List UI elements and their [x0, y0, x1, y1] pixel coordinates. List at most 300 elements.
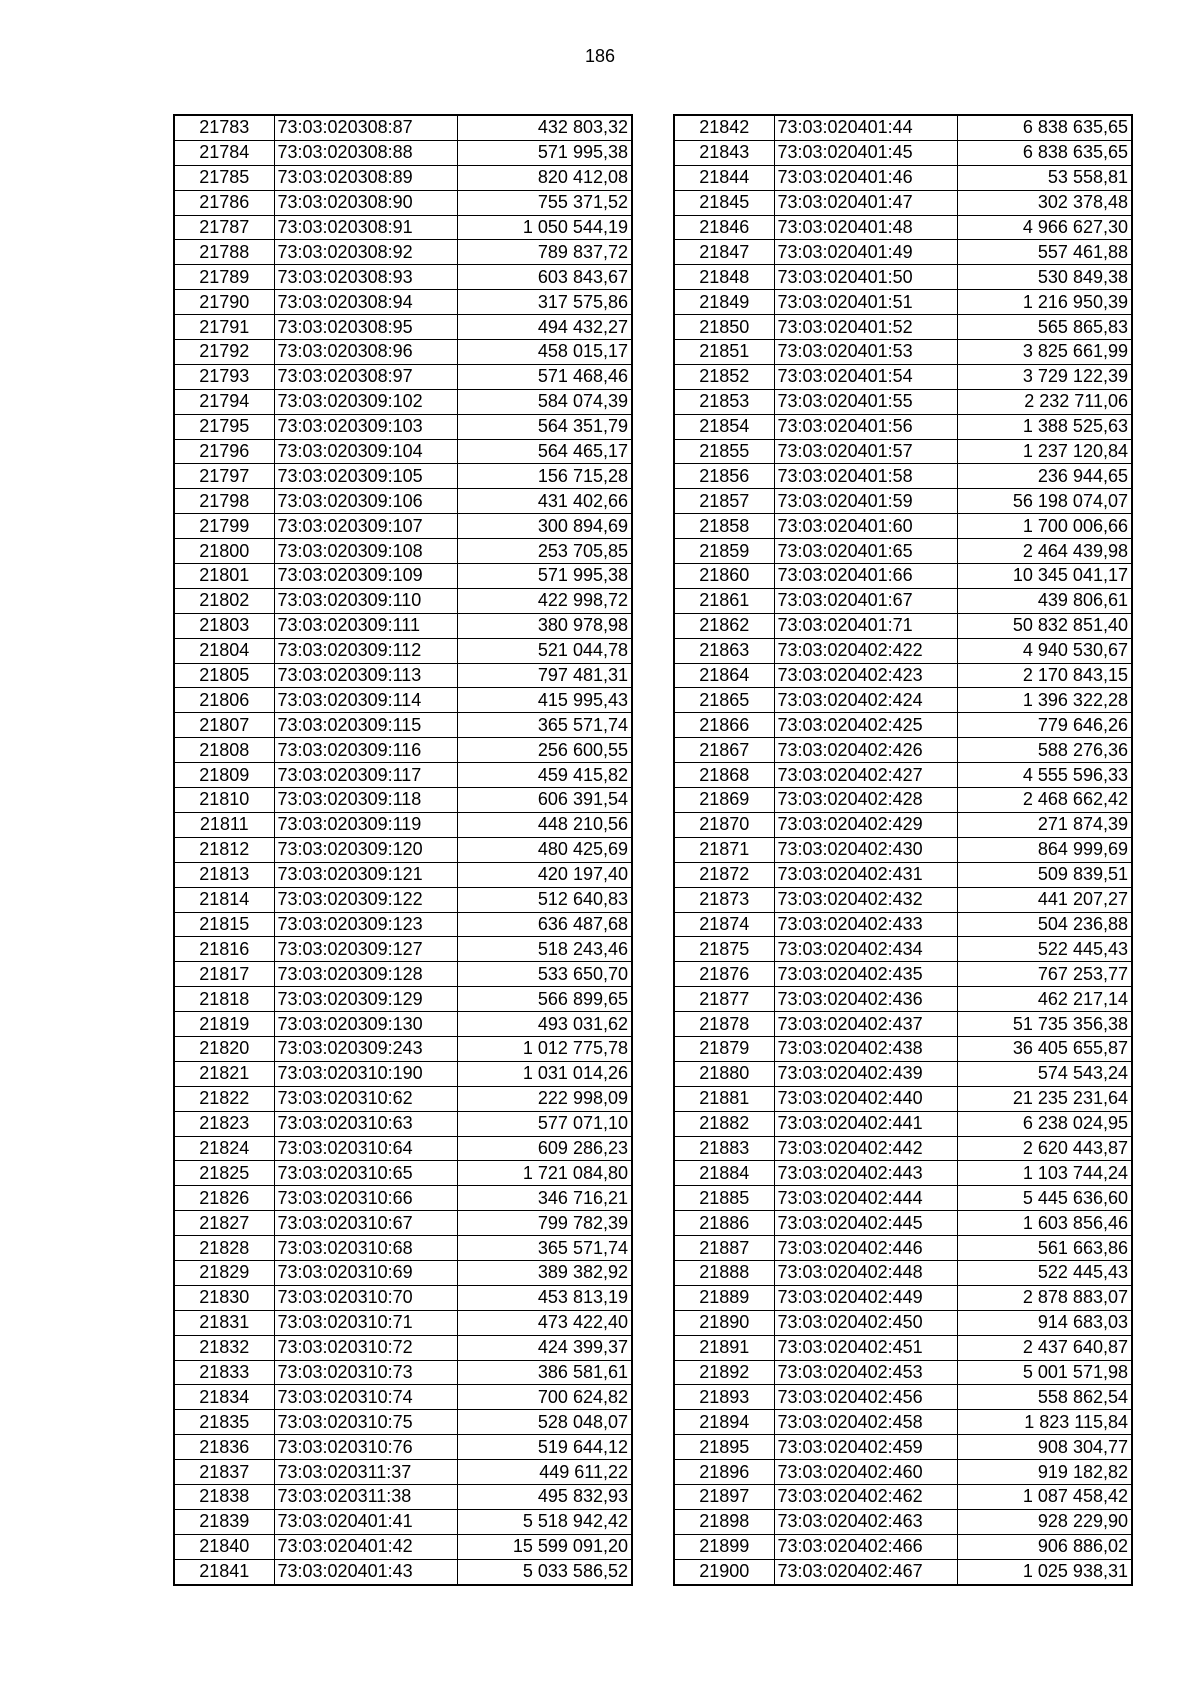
- row-number: 21870: [674, 812, 774, 837]
- row-number: 21813: [174, 862, 274, 887]
- row-number: 21787: [174, 215, 274, 240]
- table-row: [674, 190, 1132, 215]
- table-row: [674, 1285, 1132, 1310]
- cadastral-value: 522 445,43: [957, 1260, 1132, 1285]
- row-number: 21860: [674, 564, 774, 589]
- row-number: 21811: [174, 812, 274, 837]
- row-number: 21792: [174, 340, 274, 365]
- table-row: [174, 937, 632, 962]
- row-number: 21844: [674, 165, 774, 190]
- right-table: [673, 114, 1133, 1586]
- table-row: [174, 1435, 632, 1460]
- cadastral-number: 73:03:020308:91: [274, 215, 457, 240]
- table-row: [174, 439, 632, 464]
- table-row: [174, 1385, 632, 1410]
- cadastral-value: 36 405 655,87: [957, 1036, 1132, 1061]
- cadastral-value: 386 581,61: [457, 1360, 632, 1385]
- cadastral-value: 365 571,74: [457, 713, 632, 738]
- table-row: [674, 713, 1132, 738]
- cadastral-value: 50 832 851,40: [957, 613, 1132, 638]
- row-number: 21825: [174, 1161, 274, 1186]
- row-number: 21806: [174, 688, 274, 713]
- table-row: [174, 738, 632, 763]
- row-number: 21847: [674, 240, 774, 265]
- cadastral-number: 73:03:020309:102: [274, 389, 457, 414]
- cadastral-number: 73:03:020308:93: [274, 265, 457, 290]
- cadastral-value: 1 237 120,84: [957, 439, 1132, 464]
- cadastral-value: 906 886,02: [957, 1534, 1132, 1559]
- table-row: [674, 115, 1132, 140]
- table-row: [174, 1236, 632, 1261]
- cadastral-number: 73:03:020402:437: [774, 1012, 957, 1037]
- row-number: 21877: [674, 987, 774, 1012]
- row-number: 21895: [674, 1435, 774, 1460]
- cadastral-number: 73:03:020402:422: [774, 638, 957, 663]
- cadastral-value: 5 033 586,52: [457, 1559, 632, 1584]
- row-number: 21824: [174, 1136, 274, 1161]
- table-row: [674, 837, 1132, 862]
- table-row: [674, 1534, 1132, 1559]
- cadastral-value: 473 422,40: [457, 1310, 632, 1335]
- table-row: [674, 688, 1132, 713]
- cadastral-value: 256 600,55: [457, 738, 632, 763]
- row-number: 21803: [174, 613, 274, 638]
- table-row: [674, 265, 1132, 290]
- table-row: [674, 613, 1132, 638]
- table-row: [674, 240, 1132, 265]
- table-row: [674, 1335, 1132, 1360]
- table-row: [674, 165, 1132, 190]
- cadastral-value: 380 978,98: [457, 613, 632, 638]
- cadastral-value: 574 543,24: [957, 1061, 1132, 1086]
- cadastral-number: 73:03:020310:75: [274, 1410, 457, 1435]
- row-number: 21840: [174, 1534, 274, 1559]
- table-row: [174, 1285, 632, 1310]
- cadastral-number: 73:03:020401:58: [774, 464, 957, 489]
- cadastral-value: 509 839,51: [957, 862, 1132, 887]
- cadastral-number: 73:03:020309:123: [274, 912, 457, 937]
- page-number: 186: [584, 46, 616, 66]
- cadastral-value: 1 823 115,84: [957, 1410, 1132, 1435]
- cadastral-number: 73:03:020402:441: [774, 1111, 957, 1136]
- cadastral-number: 73:03:020310:69: [274, 1260, 457, 1285]
- table-row: [174, 1036, 632, 1061]
- table-row: [674, 1036, 1132, 1061]
- table-row: [174, 315, 632, 340]
- cadastral-value: 389 382,92: [457, 1260, 632, 1285]
- table-row: [674, 340, 1132, 365]
- row-number: 21801: [174, 564, 274, 589]
- cadastral-number: 73:03:020308:97: [274, 364, 457, 389]
- cadastral-number: 73:03:020309:127: [274, 937, 457, 962]
- table-row: [174, 290, 632, 315]
- cadastral-value: 56 198 074,07: [957, 489, 1132, 514]
- row-number: 21795: [174, 414, 274, 439]
- cadastral-value: 558 862,54: [957, 1385, 1132, 1410]
- cadastral-value: 422 998,72: [457, 588, 632, 613]
- cadastral-number: 73:03:020309:129: [274, 987, 457, 1012]
- table-row: [674, 514, 1132, 539]
- table-row: [674, 763, 1132, 788]
- cadastral-number: 73:03:020311:37: [274, 1460, 457, 1485]
- table-row: [674, 812, 1132, 837]
- row-number: 21896: [674, 1460, 774, 1485]
- cadastral-value: 480 425,69: [457, 837, 632, 862]
- cadastral-number: 73:03:020308:90: [274, 190, 457, 215]
- cadastral-value: 571 995,38: [457, 564, 632, 589]
- row-number: 21858: [674, 514, 774, 539]
- cadastral-number: 73:03:020401:47: [774, 190, 957, 215]
- row-number: 21851: [674, 340, 774, 365]
- cadastral-number: 73:03:020309:113: [274, 663, 457, 688]
- table-row: [674, 1460, 1132, 1485]
- cadastral-value: 300 894,69: [457, 514, 632, 539]
- table-row: [174, 1360, 632, 1385]
- cadastral-number: 73:03:020402:434: [774, 937, 957, 962]
- cadastral-number: 73:03:020402:445: [774, 1211, 957, 1236]
- table-row: [674, 1012, 1132, 1037]
- cadastral-value: 1 700 006,66: [957, 514, 1132, 539]
- row-number: 21899: [674, 1534, 774, 1559]
- cadastral-number: 73:03:020401:59: [774, 489, 957, 514]
- cadastral-value: 156 715,28: [457, 464, 632, 489]
- table-row: [674, 1260, 1132, 1285]
- table-row: [674, 1310, 1132, 1335]
- row-number: 21834: [174, 1385, 274, 1410]
- row-number: 21874: [674, 912, 774, 937]
- table-row: [174, 713, 632, 738]
- cadastral-number: 73:03:020308:89: [274, 165, 457, 190]
- table-row: [174, 1335, 632, 1360]
- row-number: 21900: [674, 1559, 774, 1584]
- cadastral-value: 606 391,54: [457, 788, 632, 813]
- cadastral-number: 73:03:020402:446: [774, 1236, 957, 1261]
- cadastral-value: 2 620 443,87: [957, 1136, 1132, 1161]
- row-number: 21828: [174, 1236, 274, 1261]
- cadastral-value: 495 832,93: [457, 1484, 632, 1509]
- cadastral-value: 6 838 635,65: [957, 140, 1132, 165]
- row-number: 21819: [174, 1012, 274, 1037]
- cadastral-value: 2 468 662,42: [957, 788, 1132, 813]
- cadastral-value: 1 216 950,39: [957, 290, 1132, 315]
- table-row: [174, 1484, 632, 1509]
- table-row: [174, 1534, 632, 1559]
- cadastral-number: 73:03:020402:425: [774, 713, 957, 738]
- row-number: 21802: [174, 588, 274, 613]
- table-row: [174, 340, 632, 365]
- cadastral-number: 73:03:020402:438: [774, 1036, 957, 1061]
- table-row: [674, 1484, 1132, 1509]
- cadastral-number: 73:03:020401:42: [274, 1534, 457, 1559]
- row-number: 21798: [174, 489, 274, 514]
- table-row: [174, 539, 632, 564]
- cadastral-number: 73:03:020401:57: [774, 439, 957, 464]
- table-row: [674, 215, 1132, 240]
- cadastral-number: 73:03:020401:66: [774, 564, 957, 589]
- cadastral-number: 73:03:020402:453: [774, 1360, 957, 1385]
- row-number: 21837: [174, 1460, 274, 1485]
- table-row: [674, 489, 1132, 514]
- cadastral-value: 564 351,79: [457, 414, 632, 439]
- cadastral-number: 73:03:020309:122: [274, 887, 457, 912]
- row-number: 21816: [174, 937, 274, 962]
- table-row: [174, 464, 632, 489]
- cadastral-number: 73:03:020401:45: [774, 140, 957, 165]
- table-row: [174, 613, 632, 638]
- cadastral-value: 1 025 938,31: [957, 1559, 1132, 1584]
- table-row: [674, 987, 1132, 1012]
- row-number: 21836: [174, 1435, 274, 1460]
- cadastral-number: 73:03:020401:49: [774, 240, 957, 265]
- table-row: [674, 862, 1132, 887]
- row-number: 21805: [174, 663, 274, 688]
- cadastral-value: 441 207,27: [957, 887, 1132, 912]
- cadastral-value: 5 001 571,98: [957, 1360, 1132, 1385]
- table-row: [174, 1111, 632, 1136]
- table-row: [674, 364, 1132, 389]
- cadastral-value: 908 304,77: [957, 1435, 1132, 1460]
- table-row: [174, 763, 632, 788]
- cadastral-value: 700 624,82: [457, 1385, 632, 1410]
- cadastral-number: 73:03:020401:43: [274, 1559, 457, 1584]
- cadastral-number: 73:03:020401:48: [774, 215, 957, 240]
- row-number: 21843: [674, 140, 774, 165]
- cadastral-value: 494 432,27: [457, 315, 632, 340]
- table-row: [674, 962, 1132, 987]
- cadastral-number: 73:03:020309:243: [274, 1036, 457, 1061]
- cadastral-number: 73:03:020310:76: [274, 1435, 457, 1460]
- table-row: [674, 439, 1132, 464]
- table-row: [174, 215, 632, 240]
- cadastral-value: 453 813,19: [457, 1285, 632, 1310]
- table-row: [174, 1509, 632, 1534]
- table-row: [674, 1136, 1132, 1161]
- cadastral-value: 459 415,82: [457, 763, 632, 788]
- cadastral-number: 73:03:020310:70: [274, 1285, 457, 1310]
- row-number: 21888: [674, 1260, 774, 1285]
- cadastral-value: 789 837,72: [457, 240, 632, 265]
- cadastral-number: 73:03:020401:51: [774, 290, 957, 315]
- row-number: 21845: [674, 190, 774, 215]
- cadastral-number: 73:03:020402:466: [774, 1534, 957, 1559]
- row-number: 21889: [674, 1285, 774, 1310]
- cadastral-number: 73:03:020310:66: [274, 1186, 457, 1211]
- row-number: 21852: [674, 364, 774, 389]
- table-row: [674, 887, 1132, 912]
- cadastral-value: 797 481,31: [457, 663, 632, 688]
- cadastral-number: 73:03:020309:118: [274, 788, 457, 813]
- cadastral-number: 73:03:020401:60: [774, 514, 957, 539]
- table-row: [174, 265, 632, 290]
- cadastral-value: 1 012 775,78: [457, 1036, 632, 1061]
- cadastral-number: 73:03:020309:119: [274, 812, 457, 837]
- cadastral-value: 317 575,86: [457, 290, 632, 315]
- cadastral-number: 73:03:020309:117: [274, 763, 457, 788]
- cadastral-number: 73:03:020309:110: [274, 588, 457, 613]
- row-number: 21814: [174, 887, 274, 912]
- cadastral-value: 2 170 843,15: [957, 663, 1132, 688]
- table-row: [174, 862, 632, 887]
- table-row: [174, 887, 632, 912]
- table-row: [174, 564, 632, 589]
- table-row: [674, 1509, 1132, 1534]
- row-number: 21872: [674, 862, 774, 887]
- table-row: [174, 962, 632, 987]
- row-number: 21846: [674, 215, 774, 240]
- cadastral-value: 462 217,14: [957, 987, 1132, 1012]
- row-number: 21826: [174, 1186, 274, 1211]
- row-number: 21810: [174, 788, 274, 813]
- row-number: 21794: [174, 389, 274, 414]
- cadastral-number: 73:03:020309:103: [274, 414, 457, 439]
- row-number: 21793: [174, 364, 274, 389]
- cadastral-value: 6 838 635,65: [957, 115, 1132, 140]
- row-number: 21864: [674, 663, 774, 688]
- cadastral-value: 346 716,21: [457, 1186, 632, 1211]
- table-row: [174, 1211, 632, 1236]
- table-row: [674, 1086, 1132, 1111]
- cadastral-number: 73:03:020402:427: [774, 763, 957, 788]
- cadastral-value: 512 640,83: [457, 887, 632, 912]
- cadastral-number: 73:03:020309:121: [274, 862, 457, 887]
- cadastral-number: 73:03:020309:108: [274, 539, 457, 564]
- table-row: [674, 414, 1132, 439]
- row-number: 21891: [674, 1335, 774, 1360]
- table-row: [174, 115, 632, 140]
- cadastral-value: 4 966 627,30: [957, 215, 1132, 240]
- table-row: [174, 1086, 632, 1111]
- cadastral-value: 6 238 024,95: [957, 1111, 1132, 1136]
- row-number: 21866: [674, 713, 774, 738]
- cadastral-number: 73:03:020309:105: [274, 464, 457, 489]
- cadastral-number: 73:03:020402:428: [774, 788, 957, 813]
- cadastral-number: 73:03:020310:63: [274, 1111, 457, 1136]
- cadastral-value: 21 235 231,64: [957, 1086, 1132, 1111]
- table-row: [174, 1260, 632, 1285]
- cadastral-value: 1 396 322,28: [957, 688, 1132, 713]
- cadastral-value: 914 683,03: [957, 1310, 1132, 1335]
- table-row: [174, 489, 632, 514]
- cadastral-value: 566 899,65: [457, 987, 632, 1012]
- row-number: 21790: [174, 290, 274, 315]
- row-number: 21848: [674, 265, 774, 290]
- cadastral-value: 609 286,23: [457, 1136, 632, 1161]
- cadastral-value: 4 940 530,67: [957, 638, 1132, 663]
- row-number: 21854: [674, 414, 774, 439]
- row-number: 21883: [674, 1136, 774, 1161]
- table-row: [174, 1559, 632, 1584]
- cadastral-number: 73:03:020402:426: [774, 738, 957, 763]
- table-row: [674, 1236, 1132, 1261]
- table-row: [674, 1559, 1132, 1584]
- cadastral-number: 73:03:020308:94: [274, 290, 457, 315]
- cadastral-value: 799 782,39: [457, 1211, 632, 1236]
- row-number: 21850: [674, 315, 774, 340]
- cadastral-value: 51 735 356,38: [957, 1012, 1132, 1037]
- cadastral-number: 73:03:020402:448: [774, 1260, 957, 1285]
- table-row: [174, 1310, 632, 1335]
- cadastral-number: 73:03:020402:433: [774, 912, 957, 937]
- cadastral-number: 73:03:020402:462: [774, 1484, 957, 1509]
- table-row: [674, 663, 1132, 688]
- cadastral-value: 588 276,36: [957, 738, 1132, 763]
- table-row: [174, 190, 632, 215]
- cadastral-value: 420 197,40: [457, 862, 632, 887]
- table-row: [674, 937, 1132, 962]
- table-row: [674, 588, 1132, 613]
- cadastral-value: 565 865,83: [957, 315, 1132, 340]
- cadastral-number: 73:03:020402:456: [774, 1385, 957, 1410]
- row-number: 21898: [674, 1509, 774, 1534]
- row-number: 21897: [674, 1484, 774, 1509]
- row-number: 21890: [674, 1310, 774, 1335]
- row-number: 21791: [174, 315, 274, 340]
- row-number: 21818: [174, 987, 274, 1012]
- cadastral-number: 73:03:020401:55: [774, 389, 957, 414]
- table-row: [674, 912, 1132, 937]
- cadastral-value: 271 874,39: [957, 812, 1132, 837]
- cadastral-number: 73:03:020310:74: [274, 1385, 457, 1410]
- cadastral-value: 919 182,82: [957, 1460, 1132, 1485]
- cadastral-value: 222 998,09: [457, 1086, 632, 1111]
- cadastral-number: 73:03:020402:442: [774, 1136, 957, 1161]
- cadastral-value: 519 644,12: [457, 1435, 632, 1460]
- row-number: 21783: [174, 115, 274, 140]
- row-number: 21881: [674, 1086, 774, 1111]
- row-number: 21885: [674, 1186, 774, 1211]
- row-number: 21785: [174, 165, 274, 190]
- cadastral-number: 73:03:020309:120: [274, 837, 457, 862]
- table-row: [674, 464, 1132, 489]
- cadastral-number: 73:03:020402:440: [774, 1086, 957, 1111]
- row-number: 21875: [674, 937, 774, 962]
- row-number: 21831: [174, 1310, 274, 1335]
- cadastral-number: 73:03:020402:443: [774, 1161, 957, 1186]
- row-number: 21812: [174, 837, 274, 862]
- cadastral-number: 73:03:020401:44: [774, 115, 957, 140]
- cadastral-number: 73:03:020402:451: [774, 1335, 957, 1360]
- row-number: 21882: [674, 1111, 774, 1136]
- left-table: [173, 114, 633, 1586]
- row-number: 21817: [174, 962, 274, 987]
- cadastral-number: 73:03:020309:116: [274, 738, 457, 763]
- cadastral-value: 820 412,08: [457, 165, 632, 190]
- cadastral-number: 73:03:020310:72: [274, 1335, 457, 1360]
- cadastral-value: 3 825 661,99: [957, 340, 1132, 365]
- row-number: 21832: [174, 1335, 274, 1360]
- table-row: [174, 688, 632, 713]
- row-number: 21849: [674, 290, 774, 315]
- cadastral-number: 73:03:020401:52: [774, 315, 957, 340]
- row-number: 21823: [174, 1111, 274, 1136]
- cadastral-value: 564 465,17: [457, 439, 632, 464]
- cadastral-number: 73:03:020310:65: [274, 1161, 457, 1186]
- row-number: 21800: [174, 539, 274, 564]
- table-row: [674, 738, 1132, 763]
- cadastral-value: 2 464 439,98: [957, 539, 1132, 564]
- cadastral-number: 73:03:020402:449: [774, 1285, 957, 1310]
- table-row: [174, 1186, 632, 1211]
- row-number: 21799: [174, 514, 274, 539]
- cadastral-value: 15 599 091,20: [457, 1534, 632, 1559]
- cadastral-value: 557 461,88: [957, 240, 1132, 265]
- cadastral-value: 4 555 596,33: [957, 763, 1132, 788]
- cadastral-value: 504 236,88: [957, 912, 1132, 937]
- table-row: [674, 1360, 1132, 1385]
- table-row: [674, 389, 1132, 414]
- table-row: [174, 414, 632, 439]
- row-number: 21869: [674, 788, 774, 813]
